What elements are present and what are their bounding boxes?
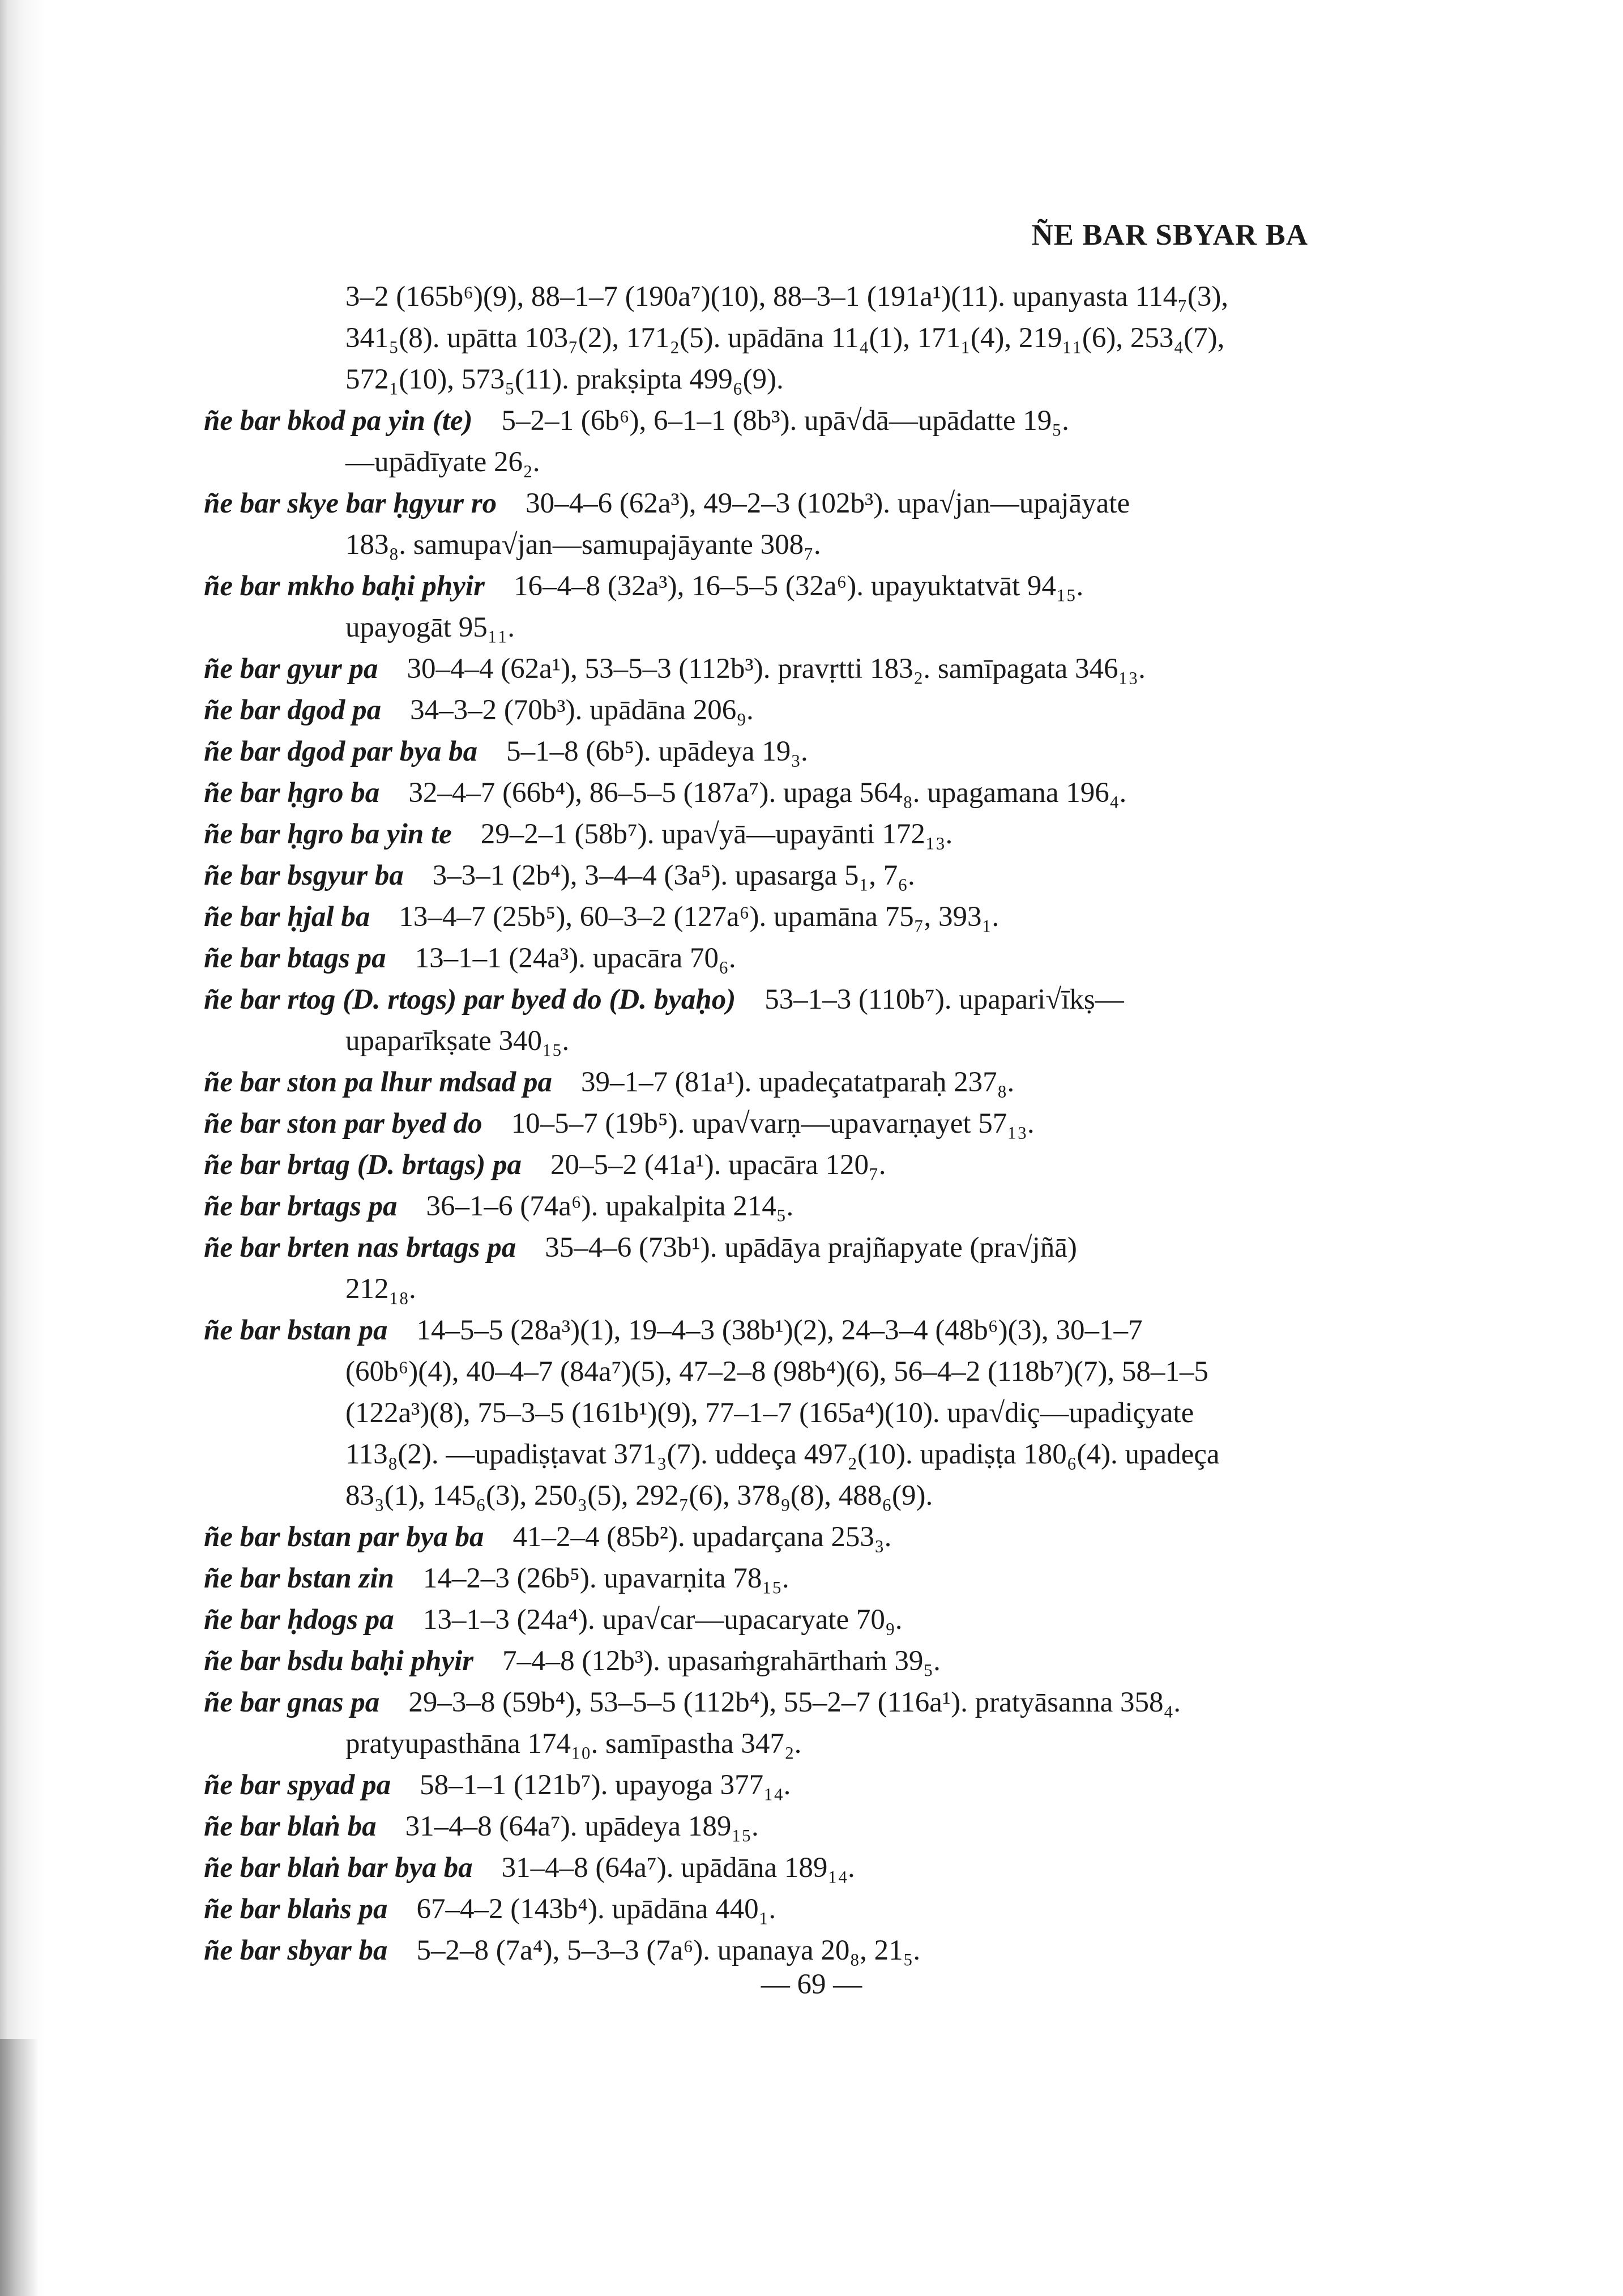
entry-line <box>204 607 1314 648</box>
entry-references: 35–4–6 (73b¹). upādāya prajñapyate (pra√jñā) <box>545 1232 1077 1264</box>
entry-headword: ñe bar bstan par bya ba <box>204 1521 484 1553</box>
entry-references: 67–4–2 (143b⁴). upādāna 440₁. <box>416 1893 776 1925</box>
entry-headword: ñe bar spyad pa <box>204 1769 391 1801</box>
glossary-entry <box>204 1310 1314 1517</box>
entry-line <box>204 1517 1314 1558</box>
entry-line <box>204 1062 1314 1103</box>
entry-references: —upādīyate 26₂. <box>345 446 540 478</box>
entry-line <box>204 1227 1314 1269</box>
entry-references: 58–1–1 (121b⁷). upayoga 377₁₄. <box>420 1769 791 1801</box>
entry-line <box>204 1434 1314 1475</box>
entry-headword: ñe bar ḥjal ba <box>204 901 370 933</box>
glossary-entry <box>204 814 1314 855</box>
entry-headword: ñe bar ḥgro ba <box>204 777 380 809</box>
glossary-entries <box>204 276 1314 1971</box>
entry-references: 53–1–3 (110b⁷). upapari√īkṣ— <box>764 984 1124 1015</box>
entry-references: 341₅(8). upātta 103₇(2), 171₂(5). upādāna 11₄(1), 171₁(4), 219₁₁(6), 253₄(7), <box>345 322 1225 354</box>
entry-headword: ñe bar blaṅ bar bya ba <box>204 1852 473 1884</box>
glossary-entry <box>204 1641 1314 1682</box>
entry-line <box>204 855 1314 897</box>
entry-references: 20–5–2 (41a¹). upacāra 120₇. <box>550 1149 886 1181</box>
entry-references: 183₈. samupa√jan—samupajāyante 308₇. <box>345 529 821 561</box>
entry-line <box>204 442 1314 483</box>
entry-headword: ñe bar brten nas brtags pa <box>204 1232 516 1264</box>
entry-headword: ñe bar rtog (D. rtogs) par byed do (D. byaḥo) <box>204 984 736 1015</box>
entry-line <box>204 566 1314 607</box>
glossary-entry <box>204 938 1314 979</box>
entry-line <box>204 318 1314 359</box>
entry-line <box>204 1021 1314 1062</box>
entry-headword: ñe bar ḥgro ba yin te <box>204 818 452 850</box>
entry-references: 13–1–3 (24a⁴). upa√car—upacaryate 70₉. <box>422 1604 903 1636</box>
glossary-entry <box>204 1062 1314 1103</box>
entry-headword: ñe bar gnas pa <box>204 1687 380 1718</box>
entry-line <box>204 1310 1314 1351</box>
entry-references: 29–2–1 (58b⁷). upa√yā—upayānti 172₁₃. <box>480 818 953 850</box>
glossary-entry <box>204 400 1314 483</box>
glossary-entry <box>204 1186 1314 1227</box>
entry-line <box>204 1641 1314 1682</box>
glossary-entry <box>204 897 1314 938</box>
entry-line <box>204 400 1314 442</box>
entry-line <box>204 276 1314 318</box>
entry-references: 13–1–1 (24a³). upacāra 70₆. <box>415 942 736 974</box>
entry-line <box>204 524 1314 566</box>
entry-headword: ñe bar brtags pa <box>204 1190 398 1222</box>
entry-references: 30–4–6 (62a³), 49–2–3 (102b³). upa√jan—upajāyate <box>526 488 1130 519</box>
entry-line <box>204 1475 1314 1517</box>
glossary-entry <box>204 731 1314 773</box>
entry-headword: ñe bar blaṅs pa <box>204 1893 388 1925</box>
glossary-entry <box>204 483 1314 566</box>
entry-references: 30–4–4 (62a¹), 53–5–3 (112b³). pravṛtti 183₂. samīpagata 346₁₃. <box>407 653 1146 685</box>
scan-edge-shadow <box>0 0 45 2296</box>
glossary-entry <box>204 1765 1314 1806</box>
glossary-entry <box>204 1599 1314 1641</box>
entry-line <box>204 979 1314 1021</box>
entry-line <box>204 1765 1314 1806</box>
glossary-entry <box>204 1103 1314 1145</box>
entry-headword: ñe bar bsgyur ba <box>204 860 404 891</box>
entry-references: pratyupasthāna 174₁₀. samīpastha 347₂. <box>345 1728 802 1760</box>
glossary-entry <box>204 1517 1314 1558</box>
entry-references: 31–4–8 (64a⁷). upādeya 189₁₅. <box>405 1811 759 1842</box>
entry-references: 29–3–8 (59b⁴), 53–5–5 (112b⁴), 55–2–7 (116a¹). pratyāsanna 358₄. <box>408 1687 1181 1718</box>
entry-references: 39–1–7 (81a¹). upadeçatatparaḥ 237₈. <box>581 1066 1015 1098</box>
entry-line <box>204 1351 1314 1393</box>
entry-line <box>204 359 1314 400</box>
entry-line <box>204 1145 1314 1186</box>
glossary-entry <box>204 1682 1314 1765</box>
entry-references: 5–1–8 (6b⁵). upādeya 19₃. <box>506 736 808 767</box>
entry-headword: ñe bar gyur pa <box>204 653 378 685</box>
entry-line <box>204 1723 1314 1765</box>
running-header: ÑE BAR SBYAR BA <box>1031 219 1308 251</box>
entry-references: 3–2 (165b⁶)(9), 88–1–7 (190a⁷)(10), 88–3–1 (191a¹)(11). upanyasta 114₇(3), <box>345 281 1229 313</box>
entry-headword: ñe bar bstan zin <box>204 1563 394 1594</box>
entry-references: 41–2–4 (85b²). upadarçana 253₃. <box>512 1521 892 1553</box>
entry-headword: ñe bar bkod pa yin (te) <box>204 405 473 437</box>
entry-line <box>204 938 1314 979</box>
glossary-entry <box>204 648 1314 690</box>
entry-references: 113₈(2). —upadiṣṭavat 371₃(7). uddeça 497₂(10). upadiṣṭa 180₆(4). upadeça <box>345 1439 1220 1470</box>
entry-references: 7–4–8 (12b³). upasaṁgrahārthaṁ 39₅. <box>502 1645 941 1677</box>
entry-headword: ñe bar blaṅ ba <box>204 1811 377 1842</box>
glossary-entry <box>204 1806 1314 1847</box>
entry-line <box>204 483 1314 524</box>
entry-line <box>204 1599 1314 1641</box>
entry-headword: ñe bar mkho baḥi phyir <box>204 570 485 602</box>
glossary-entry <box>204 566 1314 648</box>
entry-references: 32–4–7 (66b⁴), 86–5–5 (187a⁷). upaga 564₈. upagamana 196₄. <box>408 777 1127 809</box>
entry-line <box>204 897 1314 938</box>
glossary-entry <box>204 1227 1314 1310</box>
entry-line <box>204 1889 1314 1930</box>
entry-line <box>204 1393 1314 1434</box>
entry-references: (60b⁶)(4), 40–4–7 (84a⁷)(5), 47–2–8 (98b⁴)(6), 56–4–2 (118b⁷)(7), 58–1–5 <box>345 1356 1208 1388</box>
glossary-entry <box>204 276 1314 400</box>
entry-line <box>204 814 1314 855</box>
entry-references: (122a³)(8), 75–3–5 (161b¹)(9), 77–1–7 (165a⁴)(10). upa√diç—upadiçyate <box>345 1397 1194 1429</box>
entry-headword: ñe bar bstan pa <box>204 1315 388 1346</box>
scan-edge-dark <box>0 2039 40 2296</box>
entry-line <box>204 1930 1314 1971</box>
entry-headword: ñe bar brtag (D. brtags) pa <box>204 1149 522 1181</box>
entry-references: 10–5–7 (19b⁵). upa√varṇ—upavarṇayet 57₁₃. <box>511 1108 1035 1140</box>
glossary-entry <box>204 979 1314 1062</box>
entry-headword: ñe bar skye bar ḥgyur ro <box>204 488 497 519</box>
glossary-entry <box>204 773 1314 814</box>
entry-headword: ñe bar ston par byed do <box>204 1108 482 1140</box>
glossary-entry <box>204 690 1314 731</box>
entry-line <box>204 773 1314 814</box>
glossary-entry <box>204 1930 1314 1971</box>
entry-references: 572₁(10), 573₅(11). prakṣipta 499₆(9). <box>345 364 784 395</box>
entry-references: 31–4–8 (64a⁷). upādāna 189₁₄. <box>501 1852 855 1884</box>
entry-headword: ñe bar dgod pa <box>204 694 382 726</box>
glossary-entry <box>204 1847 1314 1889</box>
entry-references: 16–4–8 (32a³), 16–5–5 (32a⁶). upayuktatvāt 94₁₅. <box>513 570 1084 602</box>
entry-references: upaparīkṣate 340₁₅. <box>345 1025 570 1057</box>
entry-line <box>204 1103 1314 1145</box>
entry-references: upayogāt 95₁₁. <box>345 612 515 643</box>
entry-headword: ñe bar ston pa lhur mdsad pa <box>204 1066 552 1098</box>
entry-references: 36–1–6 (74a⁶). upakalpita 214₅. <box>426 1190 794 1222</box>
entry-headword: ñe bar bsdu baḥi phyir <box>204 1645 474 1677</box>
entry-line <box>204 1682 1314 1723</box>
entry-references: 14–2–3 (26b⁵). upavarṇita 78₁₅. <box>422 1563 789 1594</box>
entry-line <box>204 1186 1314 1227</box>
entry-line <box>204 648 1314 690</box>
entry-line <box>204 1269 1314 1310</box>
entry-references: 13–4–7 (25b⁵), 60–3–2 (127a⁶). upamāna 75₇, 393₁. <box>399 901 1000 933</box>
entry-references: 5–2–1 (6b⁶), 6–1–1 (8b³). upā√dā—upādatte 19₅. <box>501 405 1069 437</box>
glossary-entry <box>204 1558 1314 1599</box>
glossary-entry <box>204 855 1314 897</box>
entry-headword: ñe bar btags pa <box>204 942 386 974</box>
entry-references: 212₁₈. <box>345 1273 416 1305</box>
entry-line <box>204 1806 1314 1847</box>
entry-line <box>204 1558 1314 1599</box>
entry-line <box>204 690 1314 731</box>
glossary-entry <box>204 1145 1314 1186</box>
entry-references: 14–5–5 (28a³)(1), 19–4–3 (38b¹)(2), 24–3–4 (48b⁶)(3), 30–1–7 <box>416 1315 1143 1346</box>
entry-line <box>204 731 1314 773</box>
entry-references: 83₃(1), 145₆(3), 250₃(5), 292₇(6), 378₉(8), 488₆(9). <box>345 1480 933 1512</box>
entry-line <box>204 1847 1314 1889</box>
entry-references: 34–3–2 (70b³). upādāna 206₉. <box>410 694 754 726</box>
entry-headword: ñe bar sbyar ba <box>204 1935 388 1966</box>
entry-references: 5–2–8 (7a⁴), 5–3–3 (7a⁶). upanaya 20₈, 21₅. <box>416 1935 921 1966</box>
entry-references: 3–3–1 (2b⁴), 3–4–4 (3a⁵). upasarga 5₁, 7₆. <box>432 860 915 891</box>
page-number: — 69 — <box>761 1969 862 2000</box>
entry-headword: ñe bar dgod par bya ba <box>204 736 478 767</box>
entry-headword: ñe bar ḥdogs pa <box>204 1604 394 1636</box>
glossary-entry <box>204 1889 1314 1930</box>
